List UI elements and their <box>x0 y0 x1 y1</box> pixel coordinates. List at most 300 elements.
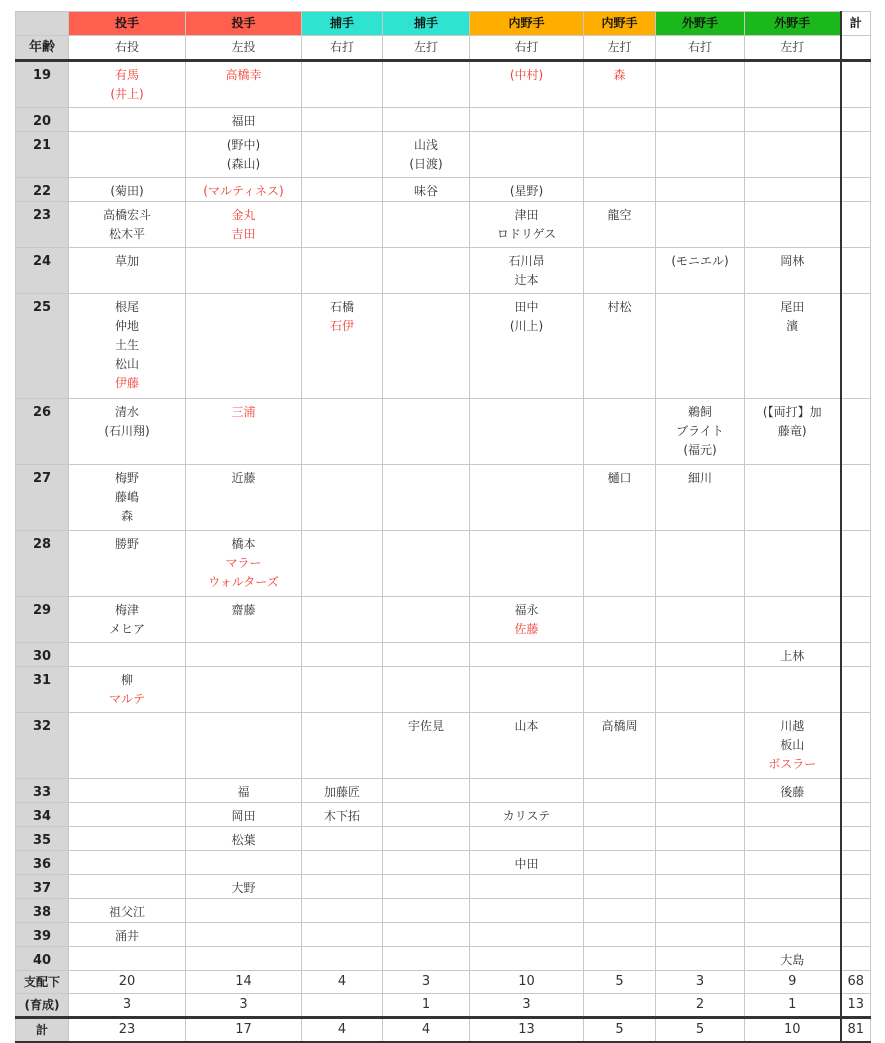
player-name: 吉田 <box>231 227 256 241</box>
player-cell <box>383 713 470 779</box>
player-cell <box>745 923 841 947</box>
age-cell: 27 <box>16 465 69 531</box>
player-cell <box>584 531 656 597</box>
summary-row <box>16 994 871 1018</box>
age-row <box>16 399 871 465</box>
player-cell <box>69 108 186 132</box>
player-cell <box>470 178 584 202</box>
player-cell <box>69 713 186 779</box>
player-name: 大野 <box>231 881 256 895</box>
player-cell <box>745 827 841 851</box>
player-name: (井上) <box>110 87 144 101</box>
player-cell <box>656 875 745 899</box>
player-name: 上林 <box>780 649 805 663</box>
player-cell <box>186 899 302 923</box>
player-cell <box>470 947 584 971</box>
player-name: (森山) <box>226 157 261 171</box>
player-cell <box>186 643 302 667</box>
player-name: 金丸 <box>231 208 256 222</box>
summary-value: 2 <box>656 994 745 1018</box>
player-name: 石伊 <box>329 319 354 333</box>
age-cell: 25 <box>16 294 69 399</box>
age-row <box>16 899 871 923</box>
player-cell <box>186 597 302 643</box>
player-name: 松山 <box>114 357 139 371</box>
player-cell <box>69 531 186 597</box>
hand-label: 右投 <box>69 36 186 61</box>
player-cell <box>656 947 745 971</box>
player-cell <box>69 667 186 713</box>
row-total-cell <box>841 399 871 465</box>
player-cell <box>186 465 302 531</box>
summary-value: 1 <box>383 994 470 1018</box>
player-name: 中田 <box>514 857 539 871</box>
player-name: 松葉 <box>231 833 256 847</box>
player-cell <box>470 899 584 923</box>
player-cell <box>69 899 186 923</box>
player-cell <box>584 827 656 851</box>
row-total-cell <box>841 108 871 132</box>
player-name: 加藤匠 <box>323 785 360 799</box>
header-total: 計 <box>841 12 871 36</box>
player-name: 福 <box>237 785 250 799</box>
player-cell <box>656 202 745 248</box>
roster-table <box>15 11 871 1043</box>
player-name: 龍空 <box>607 208 632 222</box>
player-name: ウォルターズ <box>208 575 279 589</box>
player-cell <box>745 108 841 132</box>
player-cell <box>584 202 656 248</box>
row-total-cell <box>841 294 871 399</box>
player-cell <box>470 827 584 851</box>
age-cell: 22 <box>16 178 69 202</box>
player-name: メヒア <box>108 622 145 636</box>
age-cell: 32 <box>16 713 69 779</box>
player-name: ボスラー <box>768 757 817 771</box>
player-cell <box>584 248 656 294</box>
player-cell <box>383 132 470 178</box>
player-cell <box>383 248 470 294</box>
age-row <box>16 827 871 851</box>
player-cell <box>656 132 745 178</box>
player-name: 柳 <box>120 673 133 687</box>
player-cell <box>186 851 302 875</box>
age-row <box>16 643 871 667</box>
row-total-cell <box>841 713 871 779</box>
player-name: (石川翔) <box>104 424 150 438</box>
header-pitcher-r: 投手 <box>69 12 186 36</box>
player-cell <box>302 61 383 108</box>
player-cell <box>383 851 470 875</box>
player-cell <box>186 713 302 779</box>
player-name: (モニエル) <box>671 254 729 268</box>
player-name: 勝野 <box>114 537 139 551</box>
age-row <box>16 202 871 248</box>
player-cell <box>69 178 186 202</box>
player-name: 草加 <box>114 254 139 268</box>
summary-value: 20 <box>69 971 186 994</box>
player-name: (菊田) <box>110 184 144 198</box>
player-cell <box>656 923 745 947</box>
summary-value: 3 <box>656 971 745 994</box>
player-cell <box>186 202 302 248</box>
player-cell <box>69 61 186 108</box>
player-name: ブライト <box>676 424 724 438</box>
player-name: 高橋幸 <box>225 68 262 82</box>
player-cell <box>69 465 186 531</box>
player-cell <box>584 294 656 399</box>
summary-label: 支配下 <box>16 971 69 994</box>
player-name: 岡田 <box>231 809 256 823</box>
player-cell <box>383 923 470 947</box>
player-name: 岡林 <box>780 254 805 268</box>
age-cell: 38 <box>16 899 69 923</box>
player-cell <box>745 597 841 643</box>
player-cell <box>302 294 383 399</box>
player-cell <box>584 923 656 947</box>
summary-value: 9 <box>745 971 841 994</box>
player-cell <box>302 108 383 132</box>
player-cell <box>584 667 656 713</box>
player-cell <box>656 851 745 875</box>
player-cell <box>745 132 841 178</box>
player-cell <box>656 779 745 803</box>
summary-value: 14 <box>186 971 302 994</box>
player-cell <box>584 851 656 875</box>
age-cell: 23 <box>16 202 69 248</box>
age-row <box>16 947 871 971</box>
player-cell <box>186 61 302 108</box>
row-total-cell <box>841 178 871 202</box>
player-name: 濱 <box>786 319 799 333</box>
summary-value: 3 <box>383 971 470 994</box>
roster-table-container <box>15 11 871 1043</box>
summary-value: 17 <box>186 1018 302 1043</box>
player-cell <box>470 465 584 531</box>
player-cell <box>745 248 841 294</box>
row-total-cell <box>841 803 871 827</box>
player-name: マルテ <box>108 692 145 706</box>
position-header-row <box>16 12 871 36</box>
player-name: 木下拓 <box>323 809 360 823</box>
player-name: 宇佐見 <box>407 719 444 733</box>
player-cell <box>302 597 383 643</box>
age-row <box>16 132 871 178</box>
player-cell <box>745 61 841 108</box>
player-cell <box>383 947 470 971</box>
row-total-cell <box>841 667 871 713</box>
player-cell <box>745 947 841 971</box>
player-cell <box>656 248 745 294</box>
player-cell <box>383 597 470 643</box>
summary-label: 計 <box>16 1018 69 1043</box>
summary-total: 68 <box>841 971 871 994</box>
player-name: 伊藤 <box>114 376 139 390</box>
player-cell <box>302 399 383 465</box>
player-cell <box>69 597 186 643</box>
player-name: 梅津 <box>114 603 139 617</box>
player-cell <box>186 667 302 713</box>
player-cell <box>302 899 383 923</box>
header-catcher-r: 捕手 <box>302 12 383 36</box>
age-row <box>16 465 871 531</box>
player-cell <box>470 248 584 294</box>
player-cell <box>383 465 470 531</box>
player-cell <box>302 947 383 971</box>
player-name: 細川 <box>687 471 712 485</box>
age-row <box>16 294 871 399</box>
row-total-cell <box>841 643 871 667</box>
player-cell <box>584 399 656 465</box>
player-name: 祖父江 <box>108 905 145 919</box>
player-cell <box>69 803 186 827</box>
player-cell <box>745 294 841 399</box>
player-cell <box>383 178 470 202</box>
player-cell <box>656 597 745 643</box>
age-row <box>16 61 871 108</box>
player-cell <box>302 531 383 597</box>
player-cell <box>470 202 584 248</box>
player-cell <box>470 108 584 132</box>
summary-value: 13 <box>470 1018 584 1043</box>
player-name: 藤嶋 <box>114 490 139 504</box>
player-cell <box>470 779 584 803</box>
row-total-cell <box>841 202 871 248</box>
player-cell <box>302 875 383 899</box>
summary-label: (育成) <box>16 994 69 1018</box>
player-cell <box>186 399 302 465</box>
player-cell <box>745 178 841 202</box>
summary-value: 10 <box>470 971 584 994</box>
player-cell <box>186 132 302 178</box>
player-cell <box>745 713 841 779</box>
player-cell <box>383 899 470 923</box>
age-cell: 40 <box>16 947 69 971</box>
player-name: 高橋宏斗 <box>102 208 151 222</box>
player-cell <box>302 827 383 851</box>
player-cell <box>302 713 383 779</box>
player-cell <box>302 803 383 827</box>
player-name: 近藤 <box>231 471 256 485</box>
header-pitcher-l: 投手 <box>186 12 302 36</box>
player-cell <box>584 132 656 178</box>
age-cell: 33 <box>16 779 69 803</box>
player-name: 後藤 <box>780 785 805 799</box>
summary-value: 4 <box>302 971 383 994</box>
player-cell <box>470 597 584 643</box>
player-cell <box>470 803 584 827</box>
player-cell <box>69 132 186 178</box>
player-name: 川越 <box>780 719 805 733</box>
summary-row <box>16 971 871 994</box>
player-cell <box>69 779 186 803</box>
player-name: 山浅 <box>413 138 438 152</box>
player-name: 森 <box>120 509 133 523</box>
row-total-cell <box>841 899 871 923</box>
player-cell <box>470 667 584 713</box>
player-name: (野中) <box>226 138 261 152</box>
hand-label: 左打 <box>584 36 656 61</box>
player-name: 福田 <box>231 114 256 128</box>
hand-label: 左打 <box>383 36 470 61</box>
player-cell <box>186 947 302 971</box>
player-cell <box>470 294 584 399</box>
player-cell <box>383 202 470 248</box>
row-total-cell <box>841 132 871 178</box>
player-name: マラー <box>225 556 262 570</box>
player-name: 仲地 <box>114 319 139 333</box>
player-cell <box>656 643 745 667</box>
player-cell <box>584 875 656 899</box>
summary-total: 13 <box>841 994 871 1018</box>
row-total-cell <box>841 827 871 851</box>
player-name: 森 <box>613 68 626 82</box>
player-cell <box>302 643 383 667</box>
player-cell <box>302 248 383 294</box>
player-cell <box>656 803 745 827</box>
player-cell <box>584 178 656 202</box>
age-cell: 30 <box>16 643 69 667</box>
summary-value: 4 <box>383 1018 470 1043</box>
player-cell <box>656 667 745 713</box>
row-total-cell <box>841 875 871 899</box>
summary-value: 5 <box>584 1018 656 1043</box>
player-cell <box>302 178 383 202</box>
player-cell <box>186 875 302 899</box>
player-name: 石橋 <box>329 300 354 314</box>
player-cell <box>656 899 745 923</box>
player-cell <box>383 779 470 803</box>
player-cell <box>302 923 383 947</box>
row-total-cell <box>841 923 871 947</box>
player-cell <box>584 779 656 803</box>
player-name: 齋藤 <box>231 603 256 617</box>
summary-value <box>584 994 656 1018</box>
age-row <box>16 875 871 899</box>
player-cell <box>383 108 470 132</box>
total-header-blank <box>841 36 871 61</box>
player-cell <box>470 61 584 108</box>
player-name: 大島 <box>780 953 805 967</box>
player-name: 味谷 <box>413 184 438 198</box>
age-row <box>16 108 871 132</box>
player-name: 樋口 <box>607 471 632 485</box>
age-cell: 20 <box>16 108 69 132</box>
player-cell <box>656 399 745 465</box>
player-cell <box>383 61 470 108</box>
age-row <box>16 531 871 597</box>
age-header: 年齢 <box>16 36 69 61</box>
row-total-cell <box>841 248 871 294</box>
player-cell <box>383 643 470 667</box>
player-name: 三浦 <box>231 405 256 419</box>
player-cell <box>383 803 470 827</box>
age-cell: 35 <box>16 827 69 851</box>
player-name: 有馬 <box>114 68 139 82</box>
age-cell: 31 <box>16 667 69 713</box>
row-total-cell <box>841 465 871 531</box>
player-cell <box>383 875 470 899</box>
age-row <box>16 248 871 294</box>
summary-value: 1 <box>745 994 841 1018</box>
player-cell <box>745 875 841 899</box>
age-cell: 26 <box>16 399 69 465</box>
player-cell <box>584 643 656 667</box>
summary-value: 5 <box>584 971 656 994</box>
player-cell <box>745 465 841 531</box>
hand-label: 右打 <box>302 36 383 61</box>
player-cell <box>302 667 383 713</box>
player-cell <box>470 132 584 178</box>
player-cell <box>584 61 656 108</box>
player-cell <box>745 803 841 827</box>
header-outfielder-r: 外野手 <box>656 12 745 36</box>
player-name: (日渡) <box>409 157 443 171</box>
age-cell: 37 <box>16 875 69 899</box>
player-name: 佐藤 <box>514 622 539 636</box>
age-cell: 19 <box>16 61 69 108</box>
player-name: 清水 <box>114 405 139 419</box>
age-cell: 28 <box>16 531 69 597</box>
player-cell <box>745 643 841 667</box>
player-name: (中村) <box>509 68 544 82</box>
player-cell <box>383 531 470 597</box>
player-cell <box>656 178 745 202</box>
player-cell <box>745 667 841 713</box>
age-row <box>16 667 871 713</box>
player-name: (福元) <box>683 443 717 457</box>
age-cell: 34 <box>16 803 69 827</box>
player-name: (マルティネス) <box>203 184 284 198</box>
player-cell <box>745 779 841 803</box>
player-cell <box>584 713 656 779</box>
player-cell <box>656 713 745 779</box>
player-cell <box>470 875 584 899</box>
summary-value: 10 <box>745 1018 841 1043</box>
header-catcher-l: 捕手 <box>383 12 470 36</box>
age-row <box>16 178 871 202</box>
player-cell <box>584 108 656 132</box>
player-name: 板山 <box>780 738 805 752</box>
player-name: 高橋周 <box>601 719 638 733</box>
age-row <box>16 803 871 827</box>
age-row <box>16 779 871 803</box>
row-total-cell <box>841 597 871 643</box>
player-cell <box>470 713 584 779</box>
summary-value: 3 <box>69 994 186 1018</box>
summary-value: 5 <box>656 1018 745 1043</box>
player-cell <box>186 248 302 294</box>
player-name: 松木平 <box>108 227 145 241</box>
player-cell <box>186 827 302 851</box>
player-name: 橋本 <box>231 537 256 551</box>
player-cell <box>470 531 584 597</box>
player-name: 梅野 <box>114 471 139 485</box>
player-cell <box>186 779 302 803</box>
player-name: 田中 <box>514 300 539 314</box>
age-row <box>16 851 871 875</box>
player-cell <box>69 851 186 875</box>
player-cell <box>584 947 656 971</box>
player-cell <box>186 108 302 132</box>
summary-value <box>302 994 383 1018</box>
player-name: 涌井 <box>114 929 139 943</box>
row-total-cell <box>841 61 871 108</box>
player-cell <box>383 399 470 465</box>
summary-value: 3 <box>470 994 584 1018</box>
player-name: ロドリゲス <box>496 227 557 241</box>
row-total-cell <box>841 851 871 875</box>
